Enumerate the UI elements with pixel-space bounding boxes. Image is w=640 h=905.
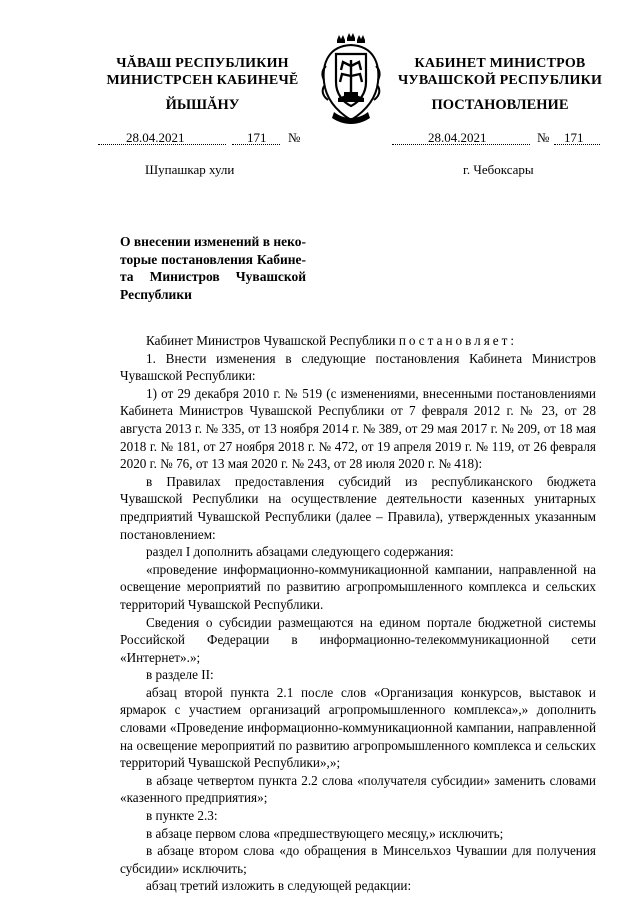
intro-text: Кабинет Министров Чувашской Республики: [146, 333, 399, 348]
paragraph: в абзаце втором слова «до обращения в Минсельхоз Чувашии для получения субсидии» исключить;: [120, 843, 596, 876]
date-right: 28.04.2021: [428, 130, 487, 145]
header-right-line2: ЧУВАШСКОЙ РЕСПУБЛИКИ: [397, 73, 603, 88]
paragraph: в разделе II:: [146, 667, 214, 683]
number-left: 171: [247, 130, 267, 145]
header-left-line1: ЧĂВАШ РЕСПУБЛИКИН: [116, 56, 289, 71]
title-line1: О внесении изменений в неко-: [120, 234, 306, 249]
paragraph: «проведение информационно-коммуникационной кампании, направленной на освещение мероприятий по развитию агропромышленного комплекса и сельских территорий Чувашской Республики.: [120, 561, 596, 612]
number-right: 171: [564, 130, 584, 145]
paragraph: абзац третий изложить в следующей редакции:: [146, 878, 412, 894]
paragraph-intro: [120, 332, 596, 350]
intro-resolve: постановляет:: [398, 333, 518, 348]
city-right: г. Чебоксары: [463, 162, 534, 177]
paragraph: абзац второй пункта 2.1 после слов «Организация конкурсов, выставок и ярмарок с участием организаций агропромышленного комплекса»,» дополнить словами «Проведение информационно-коммуникационной кампании, направленной на освещение мероприятий по развитию агропромышленного комплекса и сельских территорий Чувашской Республики»,»;: [120, 684, 596, 771]
no-sign-right: №: [537, 130, 550, 145]
paragraph: Сведения о субсидии размещаются на едином портале бюджетной системы Российской Федерации в информационно-телекоммуникационной сети «Интернет».»;: [120, 614, 596, 665]
header-left-line2: МИНИСТРСЕН КАБИНЕЧĔ: [106, 73, 299, 88]
paragraph: в Правилах предоставления субсидий из республиканского бюджета Чувашской Республики на осуществление деятельности казенных унитарных предприятий Чувашской Республики (далее – Правила), утвержденных указанным постановлением:: [120, 473, 596, 542]
document-title: [120, 233, 306, 303]
header-right-line1: КАБИНЕТ МИНИСТРОВ: [414, 56, 586, 71]
date-left: 28.04.2021: [126, 130, 185, 145]
chuvash-coat-of-arms-icon: [316, 30, 386, 130]
paragraph: в абзаце первом слова «предшествующего месяцу,» исключить;: [146, 825, 504, 841]
title-line2: торые постановления Кабине-: [120, 251, 306, 267]
no-sign-left: №: [288, 130, 301, 145]
paragraph: раздел I дополнить абзацами следующего содержания:: [146, 544, 454, 560]
doc-kind-right: ПОСТАНОВЛЕНИЕ: [431, 97, 569, 113]
document-body: [120, 332, 596, 895]
title-line3: та Министров Чувашской: [120, 269, 306, 284]
paragraph: 1) от 29 декабря 2010 г. № 519 (с изменениями, внесенными постановлениями Кабинета Министров Чувашской Республики от 7 февраля 2012 г. № 23, от 28 августа 2013 г. № 335, от 13 ноября 2014 г. № 389, от 29 мая 2017 г. № 209, от 18 мая 2018 г. № 181, от 27 ноября 2018 г. № 472, от 19 апреля 2019 г. № 119, от 26 февраля 2020 г. № 76, от 13 мая 2020 г. № 243, от 28 июля 2020 г. № 418):: [120, 385, 596, 472]
paragraph: 1. Внести изменения в следующие постановления Кабинета Министров Чувашской Республики:: [120, 350, 596, 384]
title-line4: Республики: [120, 286, 192, 302]
header-left: [90, 55, 315, 89]
paragraph: в абзаце четвертом пункта 2.2 слова «получателя субсидии» заменить словами «казенного предприятия»;: [120, 772, 596, 806]
number-row-left: [92, 130, 317, 148]
number-row-right: [392, 130, 617, 148]
doc-kind-left: ЙЫШĂНУ: [165, 97, 240, 113]
header-right: [385, 55, 615, 89]
city-left: Шупашкар хули: [145, 162, 235, 177]
paragraph: в пункте 2.3:: [146, 808, 218, 824]
